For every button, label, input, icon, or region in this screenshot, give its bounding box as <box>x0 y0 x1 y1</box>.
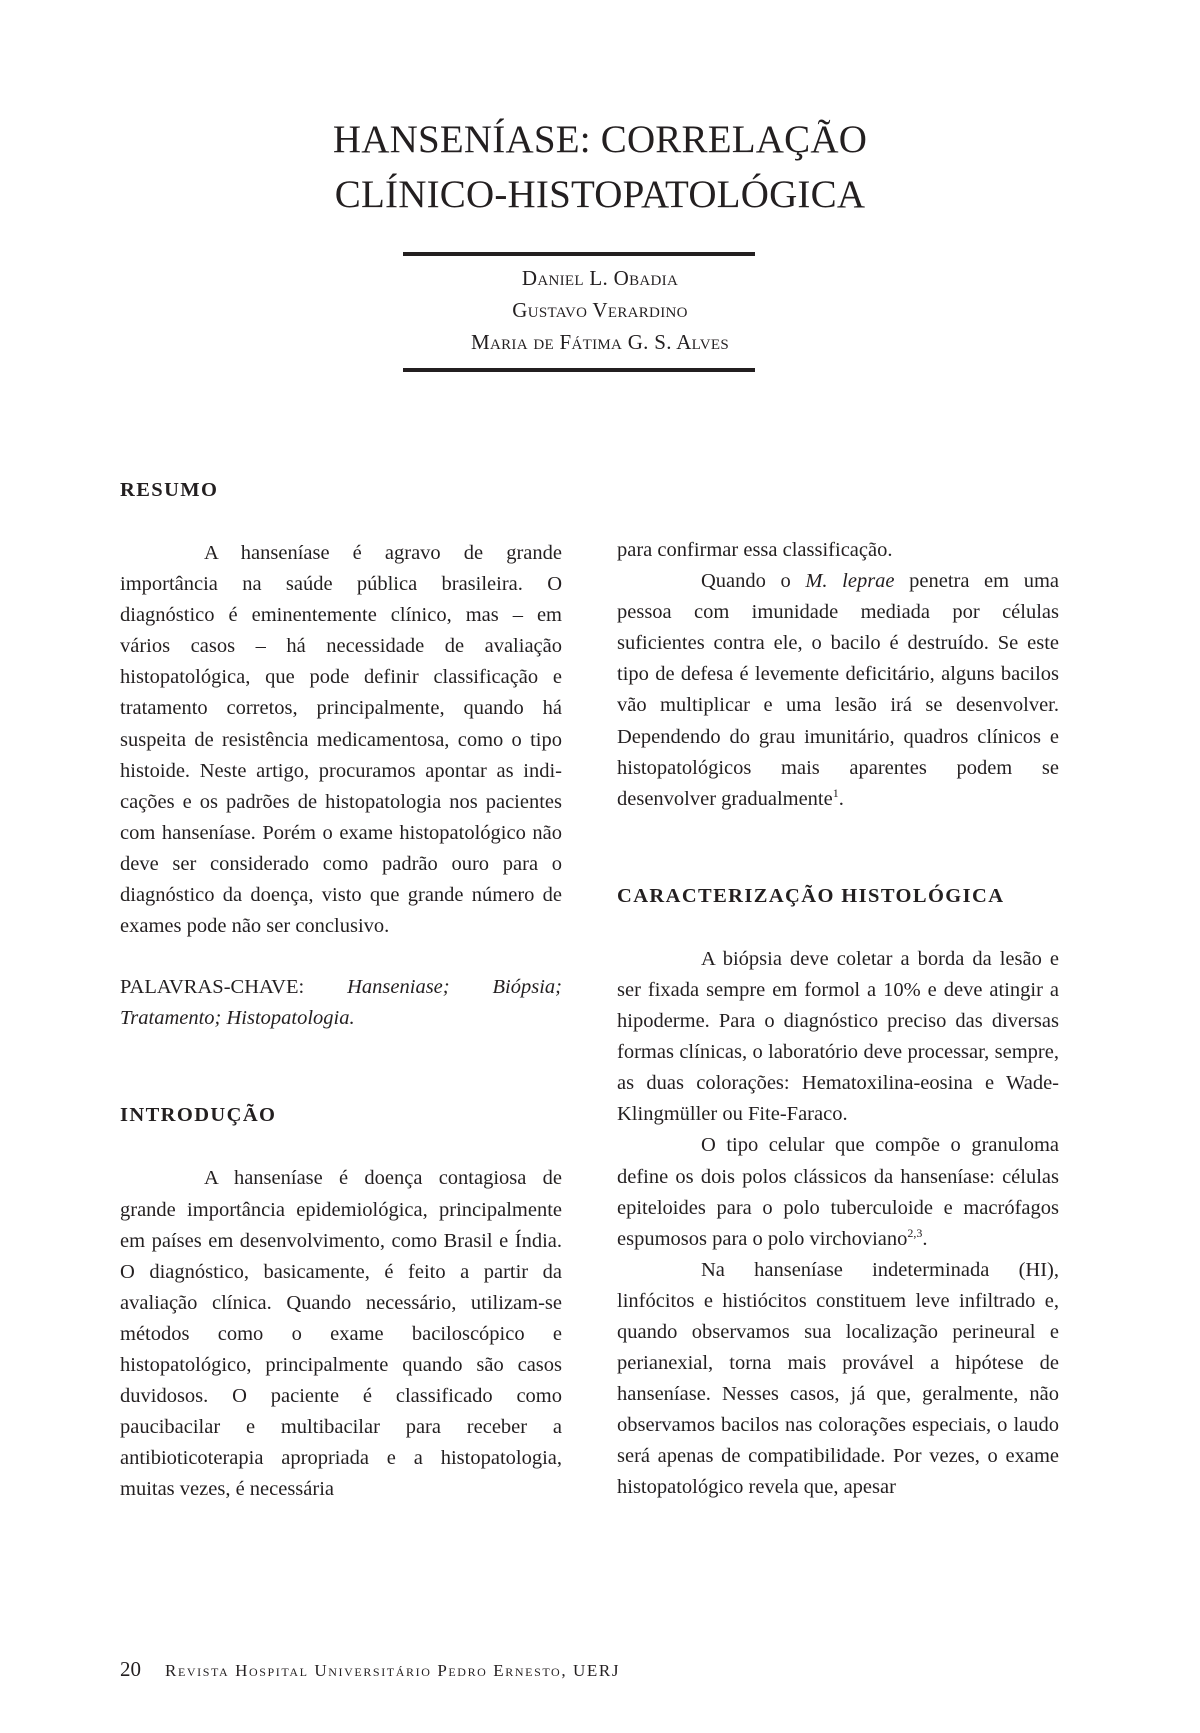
author-3: Maria de Fátima G. S. Alves <box>471 330 729 354</box>
reference-1: 1 <box>832 785 839 800</box>
title-line-2: CLÍNICO-HISTOPATOLÓGICA <box>334 173 866 216</box>
right-column <box>617 535 1059 1504</box>
title-rule-bottom <box>403 368 755 372</box>
introducao-paragraph-1-continued: para confirmar essa classificação. <box>617 539 893 561</box>
reference-2-3: 2,3 <box>907 1225 923 1240</box>
author-2: Gustavo Verardino <box>512 298 688 322</box>
keywords-terms: Hanseniase; Biópsia; Tratamento; Histopatologia. <box>120 976 563 1030</box>
keywords <box>120 972 562 1034</box>
author-1: Daniel L. Obadia <box>521 266 679 290</box>
journal-name: Revista Hospital Universitário Pedro Ernesto, UERJ <box>165 1661 621 1680</box>
article-title <box>0 112 1200 222</box>
page-footer <box>120 1657 620 1682</box>
keywords-label: PALAVRAS-CHAVE: <box>120 976 305 999</box>
caracterizacao-paragraph-2: O tipo celular que compõe o granuloma define os dois polos clássicos da hanseníase: células epiteloides para o polo tuberculoide e macrófagos espumosos para o polo virchoviano$^{2,3}$. <box>617 1134 1059 1250</box>
resumo-text: A hanseníase é agravo de grande importância na saúde pública brasileira. O diagnóstico é eminentemente clínico, mas – em vários casos – há necessidade de avaliação histopatológica, que pode definir classificação e tratamento corretos, principalmente, quando há suspeita de resistência medicamentosa, como o tipo histoide. Neste artigo, procuramos apontar as indicações e os padrões de histopatologia nos pacientes com hanseníase. Porém o exame histopatológico não deve ser considerado como padrão ouro para o diagnóstico da doença, visto que grande número de exames pode não ser conclusivo. <box>120 542 562 938</box>
resumo-heading: RESUMO <box>120 479 219 501</box>
introducao-paragraph-1: A hanseníase é doença contagiosa de grande importância epidemiológica, principalmente em países em desenvolvimento, como Brasil e Índia. O diagnóstico, basicamente, é feito a partir da avaliação clínica. Quando necessário, utilizam-se métodos como o exame baciloscópico e histopatológico, principalmente quando são casos duvidosos. O paciente é classificado como paucibacilar e multibacilar para receber a antibioticoterapia apropriada e a histopatologia, muitas vezes, é necessária <box>120 1167 562 1501</box>
author-list <box>0 262 1200 358</box>
introducao-paragraph-2: Quando o M. leprae penetra em uma pessoa com imunidade mediada por células suficientes contra ele, o bacilo é destruído. Se este tipo de defesa é levemente deficitário, alguns bacilos vão multiplicar e uma lesão irá se desenvolver. Dependendo do grau imunitário, quadros clínicos e histopatológicos mais aparentes podem se desenvolver gradualmente$^1$. <box>617 570 1059 810</box>
introducao-heading: INTRODUÇÃO <box>120 1104 277 1127</box>
caracterizacao-paragraph-1: A biópsia deve coletar a borda da lesão e ser fixada sempre em formol a 10% e deve atingir a hipoderme. Para o diagnóstico preciso das diversas formas clínicas, o laboratório deve processar, sempre, as duas colorações: Hematoxilina-eosina e Wade-Klingmüller ou Fite-Faraco. <box>617 947 1059 1126</box>
page-number: 20 <box>120 1657 141 1681</box>
caracterizacao-paragraph-3: Na hanseníase indeterminada (HI), linfócitos e histiócitos constituem leve infiltrado e, quando observamos sua localização perineural e perianexial, torna mais provável a hipótese de hanseníase. Nesses casos, já que, geralmente, não observamos bacilos nas colorações especiais, o laudo será apenas de compatibilidade. Por vezes, o exame histopatológico revela que, apesar <box>617 1258 1059 1499</box>
title-rule-top <box>403 252 755 256</box>
caracterizacao-heading: CARACTERIZAÇÃO HISTOLÓGICA <box>617 884 1005 907</box>
left-column <box>120 475 562 1505</box>
species-name: M. leprae <box>805 570 895 593</box>
title-line-1: HANSENÍASE: CORRELAÇÃO <box>332 118 868 161</box>
